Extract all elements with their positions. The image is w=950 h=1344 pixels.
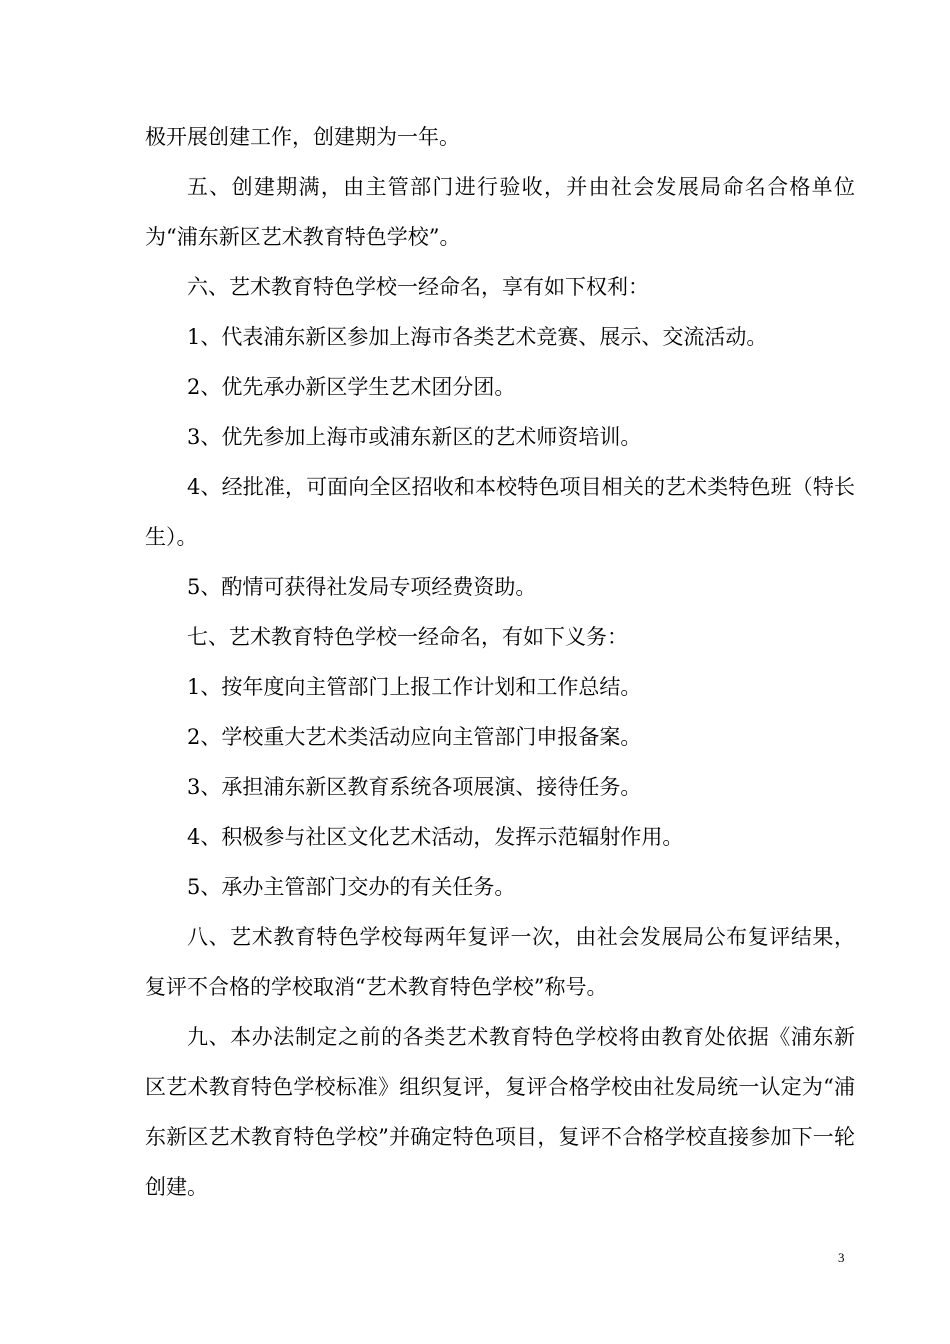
paragraph-section-8: 八、艺术教育特色学校每两年复评一次，由社会发展局公布复评结果，复评不合格的学校取消“艺术教育特色学校”称号。 xyxy=(145,925,855,999)
paragraph-section-5: 五、创建期满，由主管部门进行验收，并由社会发展局命名合格单位为“浦东新区艺术教育特色学校”。 xyxy=(145,175,855,249)
paragraph-right-2: 2、优先承办新区学生艺术团分团。 xyxy=(187,375,516,399)
paragraph-duty-5: 5、承办主管部门交办的有关任务。 xyxy=(187,875,516,899)
paragraph-section-7-heading: 七、艺术教育特色学校一经命名，有如下义务： xyxy=(187,625,628,649)
paragraph-continuation: 极开展创建工作，创建期为一年。 xyxy=(145,125,460,149)
page-number: 3 xyxy=(838,1250,845,1265)
paragraph-section-9: 九、本办法制定之前的各类艺术教育特色学校将由教育处依据《浦东新区艺术教育特色学校标准》组织复评，复评合格学校由社发局统一认定为“浦东新区艺术教育特色学校”并确定特色项目，复评不合格学校直接参加下一轮创建。 xyxy=(145,1025,855,1199)
paragraph-duty-2: 2、学校重大艺术类活动应向主管部门申报备案。 xyxy=(187,725,642,749)
paragraph-duty-3: 3、承担浦东新区教育系统各项展演、接待任务。 xyxy=(187,775,642,799)
paragraph-right-1: 1、代表浦东新区参加上海市各类艺术竞赛、展示、交流活动。 xyxy=(187,325,768,349)
paragraph-duty-1: 1、按年度向主管部门上报工作计划和工作总结。 xyxy=(187,675,642,699)
paragraph-duty-4: 4、积极参与社区文化艺术活动，发挥示范辐射作用。 xyxy=(187,825,684,849)
paragraph-right-4: 4、经批准，可面向全区招收和本校特色项目相关的艺术类特色班（特长生）。 xyxy=(145,475,855,549)
paragraph-right-3: 3、优先参加上海市或浦东新区的艺术师资培训。 xyxy=(187,425,642,449)
paragraph-section-6-heading: 六、艺术教育特色学校一经命名，享有如下权利： xyxy=(187,275,649,299)
document-body xyxy=(145,112,855,1212)
paragraph-right-5: 5、酌情可获得社发局专项经费资助。 xyxy=(187,575,537,599)
